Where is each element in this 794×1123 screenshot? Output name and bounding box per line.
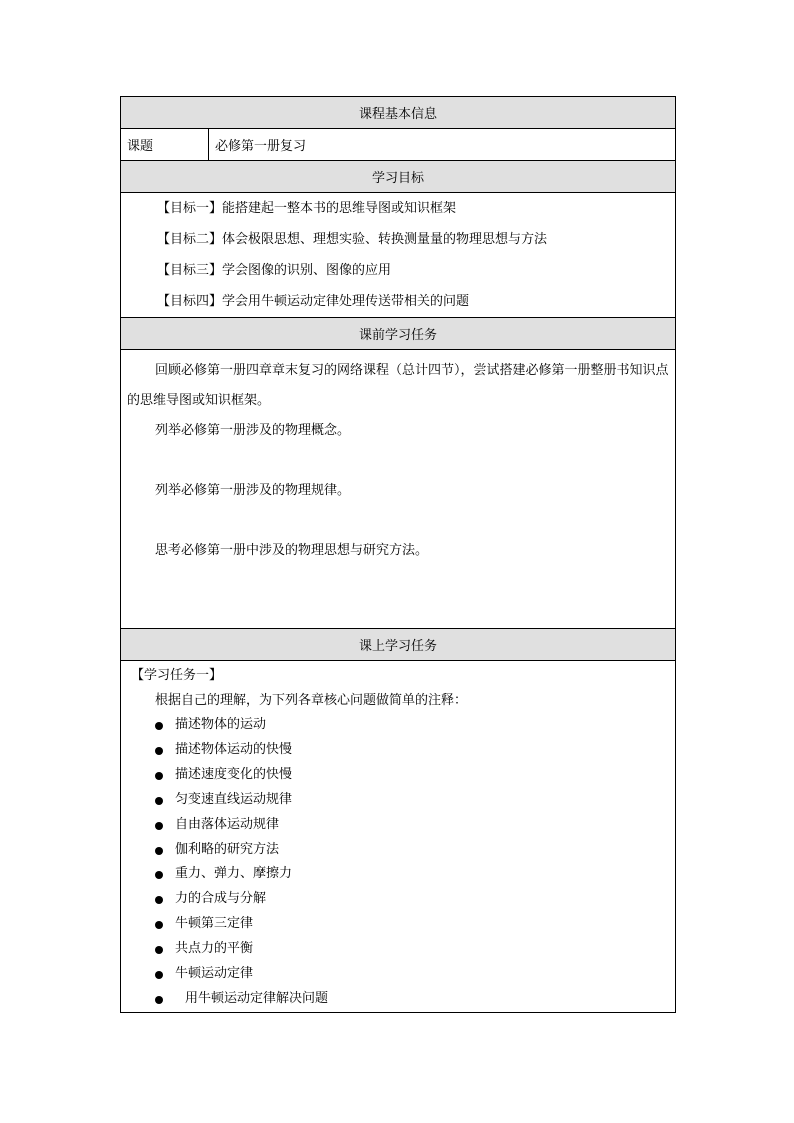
bullet-dot-icon xyxy=(155,822,163,830)
goal-tag: 【目标二】 xyxy=(157,232,223,247)
in-class-cell xyxy=(121,661,676,1013)
list-item-text: 用牛顿运动定律解决问题 xyxy=(185,990,329,1006)
list-item xyxy=(121,912,675,937)
list-item-text: 共点力的平衡 xyxy=(175,941,254,957)
goals-header: 学习目标 xyxy=(121,161,676,193)
list-item xyxy=(121,962,675,987)
basic-info-header: 课程基本信息 xyxy=(121,97,676,129)
goal-item xyxy=(121,193,675,224)
pre-class-row xyxy=(121,350,676,629)
pre-class-header-row xyxy=(121,318,676,350)
pre-class-line-methods: 思考必修第一册中涉及的物理思想与研究方法。 xyxy=(155,543,429,558)
goal-item xyxy=(121,286,675,317)
list-item-text: 牛顿第三定律 xyxy=(175,916,254,932)
list-item xyxy=(121,738,675,763)
bullet-dot-icon xyxy=(155,847,163,855)
in-class-header-row xyxy=(121,629,676,661)
core-question-list xyxy=(121,713,675,1012)
task-intro: 根据自己的理解，为下列各章核心问题做简单的注释： xyxy=(155,693,468,708)
pre-class-line-laws: 列举必修第一册涉及的物理规律。 xyxy=(155,483,351,498)
lesson-table xyxy=(120,96,676,1013)
goal-text: 能搭建起一整本书的思维导图或知识框架 xyxy=(222,201,457,216)
bullet-dot-icon xyxy=(155,971,163,979)
goal-text: 学会用牛顿运动定律处理传送带相关的问题 xyxy=(222,294,470,309)
goal-text: 学会图像的识别、图像的应用 xyxy=(222,263,392,278)
list-item-text: 描述物体的运动 xyxy=(175,717,267,732)
list-item-text: 伽利略的研究方法 xyxy=(175,841,280,857)
list-item xyxy=(121,763,675,788)
topic-row xyxy=(121,129,676,161)
pre-class-header: 课前学习任务 xyxy=(121,318,676,350)
in-class-header: 课上学习任务 xyxy=(121,629,676,661)
topic-label: 课题 xyxy=(121,129,209,161)
pre-class-cell xyxy=(121,350,676,629)
goal-tag: 【目标四】 xyxy=(157,294,223,309)
task-title: 【学习任务一】 xyxy=(131,668,223,683)
basic-info-header-row xyxy=(121,97,676,129)
list-item-text: 描述速度变化的快慢 xyxy=(175,766,293,782)
list-item-text: 匀变速直线运动规律 xyxy=(175,791,293,807)
bullet-dot-icon xyxy=(155,996,163,1004)
bullet-dot-icon xyxy=(155,747,163,755)
list-item-text: 力的合成与分解 xyxy=(175,891,267,907)
list-item xyxy=(121,937,675,962)
goal-text: 体会极限思想、理想实验、转换测量量的物理思想与方法 xyxy=(222,232,548,247)
bullet-dot-icon xyxy=(155,772,163,780)
list-item xyxy=(121,713,675,738)
list-item xyxy=(121,788,675,813)
goal-item xyxy=(121,224,675,255)
goal-tag: 【目标三】 xyxy=(157,263,223,278)
bullet-dot-icon xyxy=(155,722,163,730)
goal-item xyxy=(121,255,675,286)
pre-class-paragraph: 回顾必修第一册四章章末复习的网络课程（总计四节），尝试搭建必修第一册整册书知识点的思维导图或知识框架。 xyxy=(127,363,669,408)
list-item-text: 描述物体运动的快慢 xyxy=(175,741,293,757)
in-class-row xyxy=(121,661,676,1013)
goals-row xyxy=(121,193,676,318)
topic-value: 必修第一册复习 xyxy=(209,129,676,161)
list-item xyxy=(121,987,675,1012)
list-item xyxy=(121,838,675,863)
list-item xyxy=(121,813,675,838)
goals-header-row xyxy=(121,161,676,193)
goal-tag: 【目标一】 xyxy=(157,201,223,216)
pre-class-line-concepts: 列举必修第一册涉及的物理概念。 xyxy=(155,423,351,438)
list-item-text: 自由落体运动规律 xyxy=(175,816,280,832)
list-item-text: 重力、弹力、摩擦力 xyxy=(175,866,293,882)
list-item xyxy=(121,862,675,887)
bullet-dot-icon xyxy=(155,797,163,805)
list-item-text: 牛顿运动定律 xyxy=(175,966,254,982)
list-item xyxy=(121,887,675,912)
goals-cell xyxy=(121,193,676,318)
